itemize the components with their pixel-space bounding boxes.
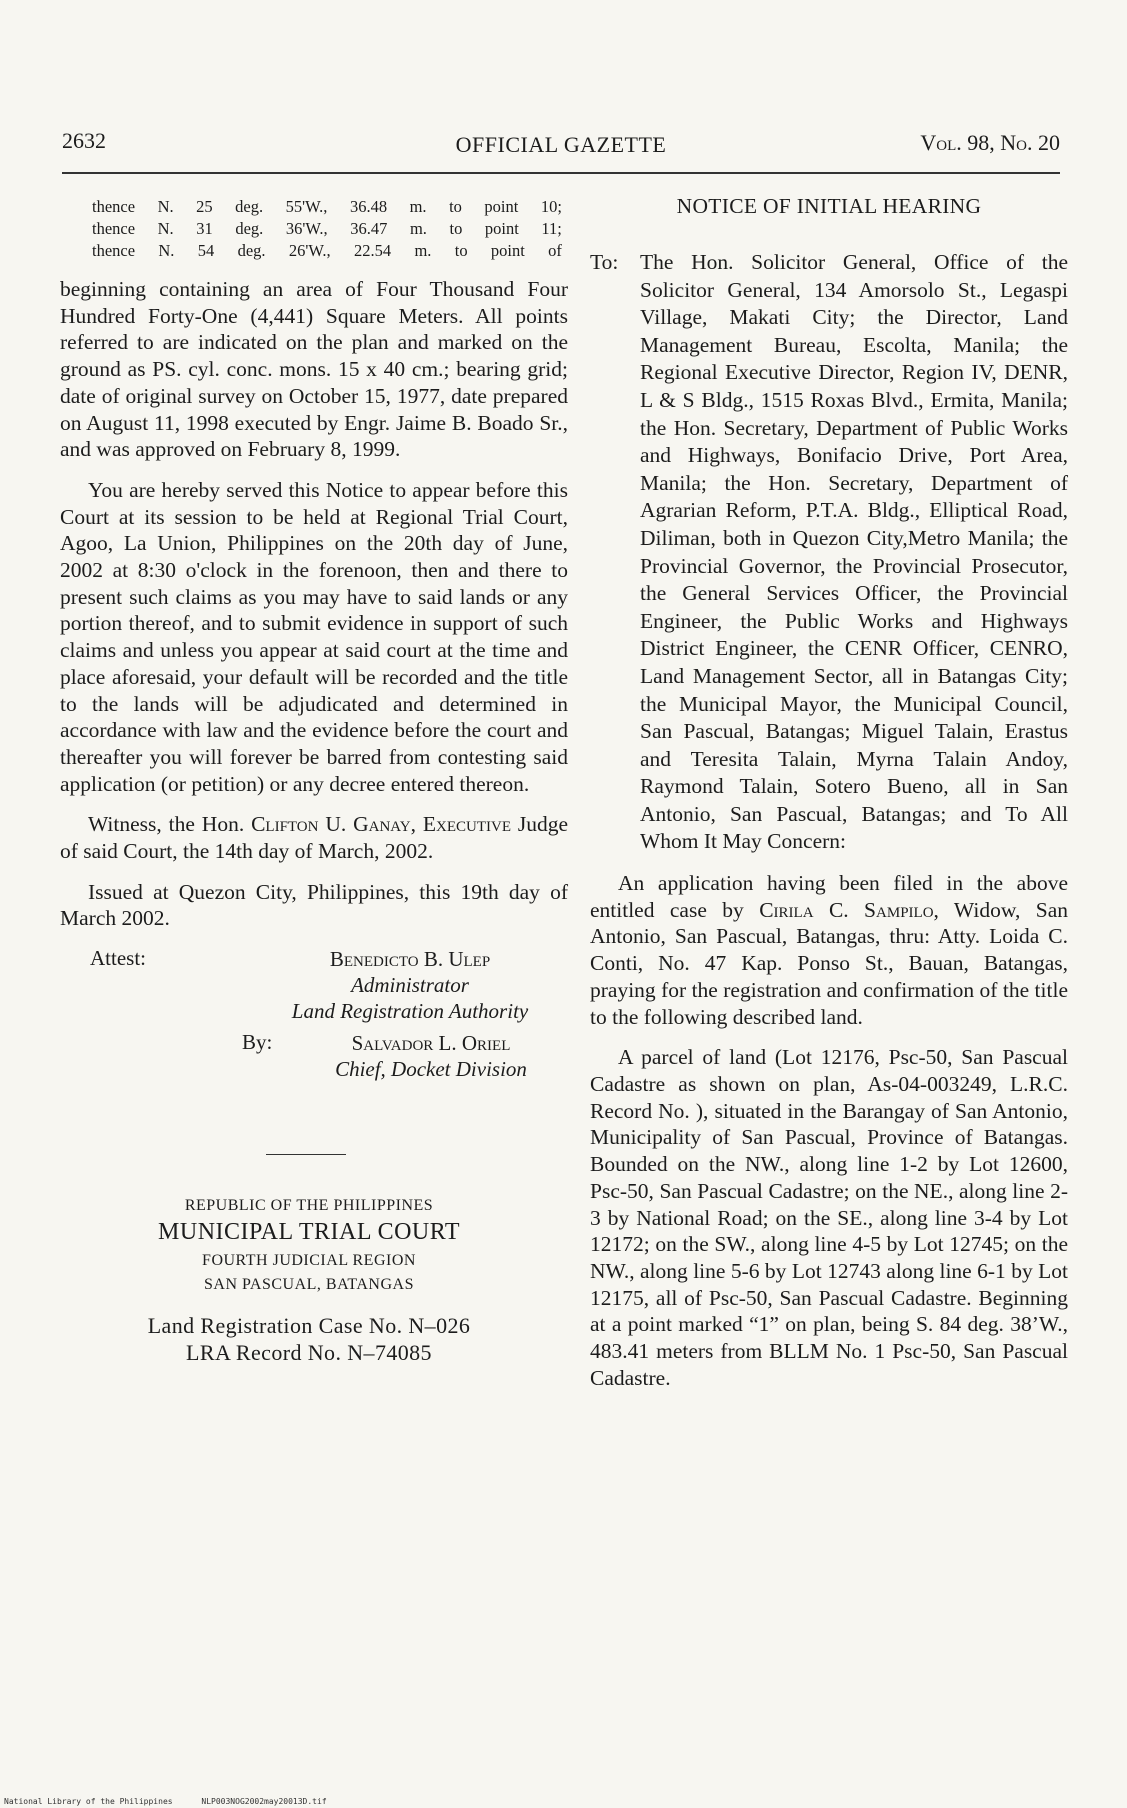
survey-cell: 36.47 [350, 219, 388, 238]
court-location: SAN PASCUAL, BATANGAS [203, 1276, 414, 1294]
left-column [60, 194, 568, 1366]
survey-cell: 36.48 [349, 197, 388, 216]
republic-heading: REPUBLIC OF THE PHILIPPINES [184, 1197, 434, 1215]
issued-paragraph: Issued at Quezon City, Philippines, this 19th day of March 2002. [60, 879, 568, 931]
survey-cell: point [490, 241, 525, 260]
survey-cell: to [449, 197, 462, 216]
signatory-2-title: Chief, Docket Division [335, 1057, 527, 1082]
survey-cell: 22.54 [354, 241, 392, 260]
court-heading [50, 1197, 568, 1366]
signatory-1 [260, 946, 560, 1024]
land-description-paragraph: beginning containing an area of Four Thousand Four Hundred Forty-One (4,441) Square Meters. All points referred to are indicated on the plan and marked on the ground as PS. cyl. conc. mons. 15 x 40 cm.; bearing grid; date of original survey on October 15, 1977, date prepared on August 11, 1998 executed by Engr. Jaime B. Boado Sr., and was approved on February 8, 1999. [60, 277, 568, 462]
by-label: By: [242, 1030, 273, 1055]
survey-cell: 31 [196, 219, 213, 238]
survey-cell: m. [409, 219, 427, 238]
addressee-list: The Hon. Solicitor General, Office of the Solicitor General, 134 Amorsolo St., Legaspi Village, Makati City; the Director, Land Management Bureau, Escolta, Manila; the Regional Executive Director, Region IV, DENR, L & S Bldg., 1515 Roxas Blvd., Ermita, Manila; the Hon. Secretary, Department of Public Works and Highways, Bonifacio Drive, Port Area, Manila; the Hon. Secretary, Department of Agrarian Reform, P.T.A. Bldg., Elliptical Road, Diliman, both in Quezon City,Metro Manila; the Provincial Governor, the Provincial Prosecutor, the General Services Officer, the Provincial Engineer, the Public Works and Highways District Engineer, the CENR Officer, CENRO, Land Management Sector, all in Batangas City; the Municipal Mayor, the Municipal Council, San Pascual, Batangas; Miguel Talain, Erastus and Teresita Talain, Myrna Talain Andoy, Raymond Talain, Sotero Bueno, all in San Antonio, San Pascual, Batangas; and To All Whom It May Concern: [640, 250, 1068, 854]
survey-cell: 10; [540, 197, 562, 216]
survey-cell: thence [92, 219, 136, 238]
scan-footer [4, 1797, 351, 1806]
survey-cell: deg. [235, 197, 264, 216]
survey-cell: 25 [196, 197, 213, 216]
volume-number: Vol. 98, No. 20 [920, 130, 1060, 155]
survey-cell: deg. [235, 219, 264, 238]
notice-title: NOTICE OF INITIAL HEARING [676, 194, 982, 218]
scan-filename: NLP003NOG2002may20013D.tif [201, 1797, 327, 1806]
survey-cell: thence [92, 241, 136, 260]
survey-cell: of [548, 241, 562, 260]
page-number: 2632 [62, 128, 106, 153]
notice-paragraph: You are hereby served this Notice to appear before this Court at its session to be held at Regional Trial Court, Agoo, La Union, Philippines on the 20th day of June, 2002 at 8:30 o'clock in the forenoon, then and there to present such claims as you may have to said lands or any portion thereof, and to submit evidence in support of such claims and unless you appear at said court at the time and place aforesaid, your default will be recorded and the title to the lands will be adjudicated and determined in accordance with law and the evidence before the court and thereafter you will forever be barred from contesting said application (or petition) or any decree entered thereon. [60, 477, 568, 796]
survey-line [92, 196, 562, 218]
survey-cell: m. [409, 197, 427, 216]
survey-table [92, 196, 562, 262]
signatory-1-title: Administrator [351, 973, 469, 998]
page-header [62, 128, 1060, 162]
judge-name: Clifton U. Ganay [251, 812, 411, 837]
survey-line [92, 240, 562, 262]
survey-cell: point [484, 219, 519, 238]
library-credit: National Library of the Philippines [4, 1797, 173, 1806]
to-label: To: [590, 250, 619, 274]
header-rule [62, 172, 1060, 174]
judge-role: Executive [422, 812, 511, 837]
application-paragraph [590, 870, 1068, 1030]
section-divider [266, 1154, 346, 1155]
application-details: , Widow, San Antonio, San Pascual, Batangas, thru: Atty. Loida C. Conti, No. 47 Kap. Ponso St., Bauan, Batangas, praying for the registration and confirmation of the title to the following described land. [590, 897, 1068, 1029]
signatory-2-name: Salvador L. Oriel [351, 1031, 511, 1056]
survey-cell: to [449, 219, 463, 238]
signatory-1-name: Benedicto B. Ulep [329, 947, 491, 972]
signatory-2 [306, 1030, 556, 1082]
survey-cell: 36'W., [285, 219, 328, 238]
addressee-block [590, 249, 1068, 856]
survey-cell: 55'W., [285, 197, 328, 216]
signatory-1-agency: Land Registration Authority [291, 999, 529, 1024]
survey-cell: to [454, 241, 468, 260]
attest-label: Attest: [90, 946, 146, 971]
survey-cell: point [484, 197, 519, 216]
publication-title: OFFICIAL GAZETTE [455, 132, 667, 157]
witness-date: Judge of said Court, the 14th day of March, 2002. [60, 812, 569, 864]
right-column [590, 194, 1068, 1391]
survey-cell: N. [157, 197, 174, 216]
judicial-region: FOURTH JUDICIAL REGION [202, 1252, 416, 1270]
attestation-block [60, 946, 568, 1096]
survey-cell: deg. [237, 241, 266, 260]
survey-cell: N. [157, 219, 174, 238]
court-name: MUNICIPAL TRIAL COURT [158, 1219, 460, 1246]
witness-paragraph: Witness, the Hon. Clifton U. Ganay, Executive Judge of said Court, the 14th day of March, 2002. [60, 812, 569, 864]
case-numbers [50, 1312, 568, 1366]
survey-cell: 26'W., [288, 241, 331, 260]
applicant-name: Cirila C. Sampilo [759, 897, 934, 922]
witness-text: Witness, the Hon. [88, 812, 245, 837]
lra-record-number: LRA Record No. N–74085 [186, 1340, 432, 1366]
case-number: Land Registration Case No. N–026 [147, 1313, 471, 1339]
survey-line [92, 218, 562, 240]
survey-cell: thence [92, 197, 136, 216]
application-text: An application having been filed in the above entitled case by [590, 871, 1068, 922]
survey-cell: 54 [197, 241, 215, 260]
survey-cell: N. [158, 241, 175, 260]
survey-cell: 11; [541, 219, 562, 238]
parcel-description: A parcel of land (Lot 12176, Psc-50, San Pascual Cadastre as shown on plan, As-04-003249, L.R.C. Record No. ), situated in the Barangay of San Antonio, Municipality of San Pascual, Province of Batangas. Bounded on the NW., along line 1-2 by Lot 12600, Psc-50, San Pascual Cadastre; on the NE., along line 2-3 by National Road; on the SE., along line 3-4 by Lot 12172; on the SW., along line 4-5 by Lot 12745; on the NW., along line 5-6 by Lot 12743 along line 6-1 by Lot 12175, all of Psc-50, San Pascual Cadastre. Beginning at a point marked “1” on plan, being S. 84 deg. 38’W., 483.41 meters from BLLM No. 1 Psc-50, San Pascual Cadastre. [590, 1045, 1068, 1390]
survey-cell: m. [414, 241, 432, 260]
